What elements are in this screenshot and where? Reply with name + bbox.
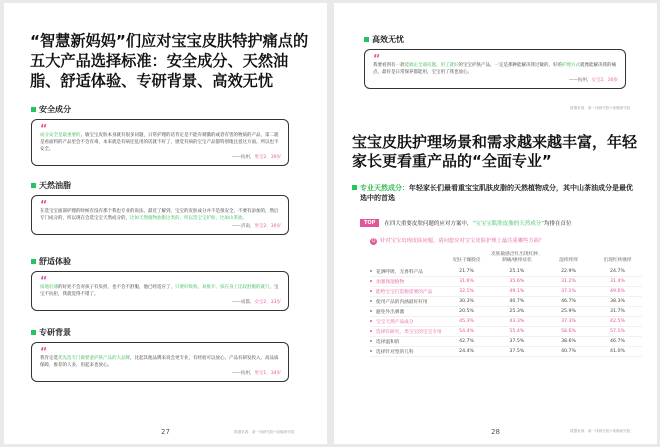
table-row — [370, 287, 642, 297]
table-cell: 43.3% — [490, 317, 544, 327]
section-heading — [364, 34, 626, 45]
page-title: 宝宝皮肤护理场景和需求越来越丰富，年轻家长更看重产品的“全面专业” — [352, 133, 638, 170]
quote-text: 在选宝宝面部护理的时候有没有那个我也专业的说法，最近了解到，宝宝的皮肤成分并不是很安全，不要有添加的，然后专门成分的，所以现在会选宝宝天然成分的，比如天然植物油脂这类的，所以选宝宝护肤，比如山茶油。 — [40, 209, 279, 221]
table-cell: 22.9% — [544, 267, 593, 277]
quote-author: ——杭州，女宝2，30岁 — [568, 78, 618, 83]
green-square-icon — [364, 37, 369, 42]
top-summary: TOP 在四大重要皮肤问题的应对方案中，“宝宝宝肌肤皮脂的天然成分”均排在首位 — [360, 219, 640, 227]
table-cell: 31.2% — [544, 277, 593, 287]
table-cell: 40.7% — [544, 347, 593, 357]
section-2 — [31, 256, 289, 311]
row-label: 加强保湿植物 — [370, 277, 443, 287]
row-label: 能给宝宝打造便需要的产品 — [370, 287, 443, 297]
quote-box — [31, 119, 289, 166]
quote-text: 我肯定选优先选专门做婴童护肤产品的大品牌，比起其他品牌来说会更专业，有经验可以放心，产品有研发投入，高品质保障，推荐的人多，用起来也放心。 — [40, 356, 279, 368]
source-note: 数据来源：新一线研究院+前瞻研究院 — [234, 430, 295, 434]
table-cell: 58.6% — [544, 327, 593, 337]
table-row — [370, 307, 642, 317]
hero-title: “智慧新妈妈”们应对宝宝皮肤特护痛点的五大产品选择标准：安全成分、天然油脂、舒适体验、专研背景、高效无忧 — [30, 32, 309, 90]
table-cell: 30.3% — [443, 297, 489, 307]
table-cell: 31.6% — [443, 277, 489, 287]
table-cell: 38.3% — [593, 297, 642, 307]
green-square-icon — [31, 107, 36, 112]
table-cell: 25.9% — [544, 307, 593, 317]
bullet-icon — [370, 300, 372, 302]
quote-mark-icon: “ — [40, 198, 48, 211]
row-label: 选择温和的 — [370, 337, 443, 347]
table-cell: 42.5% — [593, 317, 642, 327]
table-cell: 31.4% — [593, 277, 642, 287]
table-row — [370, 267, 642, 277]
quote-box — [31, 271, 289, 311]
table-cell: 37.5% — [490, 347, 544, 357]
table-cell: 20.5% — [443, 307, 489, 317]
source-note: 数据来源：新一线研究院+前瞻研究院 — [570, 429, 631, 433]
bullet-icon — [370, 340, 372, 342]
table-cell: 55.4% — [490, 327, 544, 337]
quote-text: 成分安全是最重要的，敏宝宝皮肤本身就有很多问题，日常护理的话肯定是不能有刺激的或者有害的物质的产品，第二就是看面料的产品里会不会有毒，本来就是有病还乱用的话就不好了，感觉有病的宝宝产品都特别地注意这方面。所以也不安全。 — [40, 133, 279, 152]
table-row — [370, 317, 642, 327]
table-cell: 41.0% — [593, 347, 642, 357]
row-label: 选择有研究、类宝宝的宝宝专用 — [370, 327, 443, 337]
quote-text: 质地轻薄的好处不会对孩子有负担，也不会不舒服，他已经适应了，只要好吸收、易推开、抹在身上比较舒服的就行，宝宝不抗拒，我就觉得不错了。 — [40, 285, 279, 297]
section-heading — [31, 104, 289, 115]
survey-question: Q 针对宝宝出现皮肤问题，请问您应对宝宝皮肤护理上最注重哪些方面？ — [371, 238, 545, 244]
section-title: 天然油脂 — [39, 181, 71, 190]
table-cell: 46.7% — [544, 297, 593, 307]
green-square-icon — [352, 185, 357, 190]
row-label: 花洒呼吸、无香料产品 — [370, 267, 443, 277]
green-square-icon — [31, 330, 36, 335]
table-header: 湿疹痒痒 — [559, 258, 578, 263]
quote-mark-icon: “ — [373, 52, 381, 65]
table-row — [370, 297, 642, 307]
table-header: 皮肤干燥脱皮 — [452, 258, 481, 263]
section-1 — [31, 180, 289, 235]
quote-mark-icon: “ — [40, 345, 48, 358]
section-heading — [31, 180, 289, 191]
subtitle: 专业天然成分：年轻家长们最看重宝宝肌肤皮脂的天然植物成分，其中山茶油成分是最优选中的首选 — [352, 183, 637, 203]
bullet-icon — [370, 330, 372, 332]
source-note-top: 数据来源：新一线研究院+前瞻研究院 — [570, 106, 631, 110]
quote-author: ——杭州，男宝1，34岁 — [231, 371, 281, 376]
table-cell: 38.6% — [544, 337, 593, 347]
section-3 — [31, 327, 289, 382]
table-cell: 54.4% — [443, 327, 489, 337]
quote-text: 我要看到有一款能搞定全部问题，用了就好的宝宝护肤产品，一定是那种能解决我过敏的，好的护理方式就像能解决我的痛点，最好是日常保养都能用，宝宝用了我也放心。 — [373, 63, 616, 75]
quote-mark-icon: “ — [40, 122, 48, 135]
table-cell: 49.6% — [593, 287, 642, 297]
table-cell: 25.1% — [490, 267, 544, 277]
table-row — [370, 337, 642, 347]
table-cell: 32.1% — [443, 287, 489, 297]
table-cell: 57.1% — [593, 327, 642, 337]
section-title: 高效无忧 — [372, 35, 404, 44]
quote-box — [31, 342, 289, 382]
table-cell: 21.7% — [443, 267, 489, 277]
table-row — [370, 277, 642, 287]
bullet-icon — [370, 280, 372, 282]
table-header: 出现红疹瘙痒 — [603, 258, 632, 263]
table-row — [370, 327, 642, 337]
table-cell: 31.7% — [593, 307, 642, 317]
table-cell: 37.5% — [490, 337, 544, 347]
question-icon: Q — [371, 238, 376, 244]
quote-mark-icon: “ — [40, 274, 48, 287]
quote-author: ——成都，女宝2，33岁 — [231, 300, 281, 305]
page-number: 28 — [491, 428, 500, 436]
page-28 — [334, 3, 657, 444]
table-header: 皮肤敏感泛红出现红肿、刺痛/瘙痒症状 — [491, 252, 543, 263]
row-label: 选择针对型的儿科 — [370, 347, 443, 357]
table-cell: 40.7% — [490, 297, 544, 307]
table-cell: 37.3% — [544, 317, 593, 327]
table-cell: 25.3% — [490, 307, 544, 317]
top-tag: TOP — [360, 219, 379, 227]
bullet-icon — [370, 350, 372, 352]
table-cell: 42.7% — [443, 337, 489, 347]
quote-author: ——杭州，男宝2，39岁 — [231, 155, 281, 160]
table-header — [370, 251, 443, 267]
green-square-icon — [31, 183, 36, 188]
quote-box — [31, 195, 289, 235]
page-number: 27 — [161, 428, 170, 436]
page-27 — [4, 3, 327, 444]
row-label: 避免外出刺激 — [370, 307, 443, 317]
quote-box — [364, 49, 626, 89]
table-cell: 46.7% — [593, 337, 642, 347]
bullet-icon — [370, 270, 372, 272]
section-heading — [31, 327, 289, 338]
bullet-icon — [370, 320, 372, 322]
survey-table — [370, 251, 642, 357]
quote-author: ——济南，男宝2，30岁 — [231, 224, 281, 229]
section-title: 舒适体验 — [39, 257, 71, 266]
table-cell: 24.4% — [443, 347, 489, 357]
section-title: 专研背景 — [39, 328, 71, 337]
bullet-icon — [370, 310, 372, 312]
section-title: 安全成分 — [39, 105, 71, 114]
table-cell: 35.6% — [490, 277, 544, 287]
table-cell: 24.7% — [593, 267, 642, 277]
table-cell: 45.3% — [443, 317, 489, 327]
bullet-icon — [370, 290, 372, 292]
row-label: 使用产品的内涵最好好用 — [370, 297, 443, 307]
section-heading — [31, 256, 289, 267]
green-square-icon — [31, 259, 36, 264]
row-label: 宝宝天然产品成分 — [370, 317, 443, 327]
table-row — [370, 347, 642, 357]
table-cell: 37.1% — [544, 287, 593, 297]
table-cell: 49.1% — [490, 287, 544, 297]
section-0 — [31, 104, 289, 166]
section-efficient — [364, 34, 626, 89]
